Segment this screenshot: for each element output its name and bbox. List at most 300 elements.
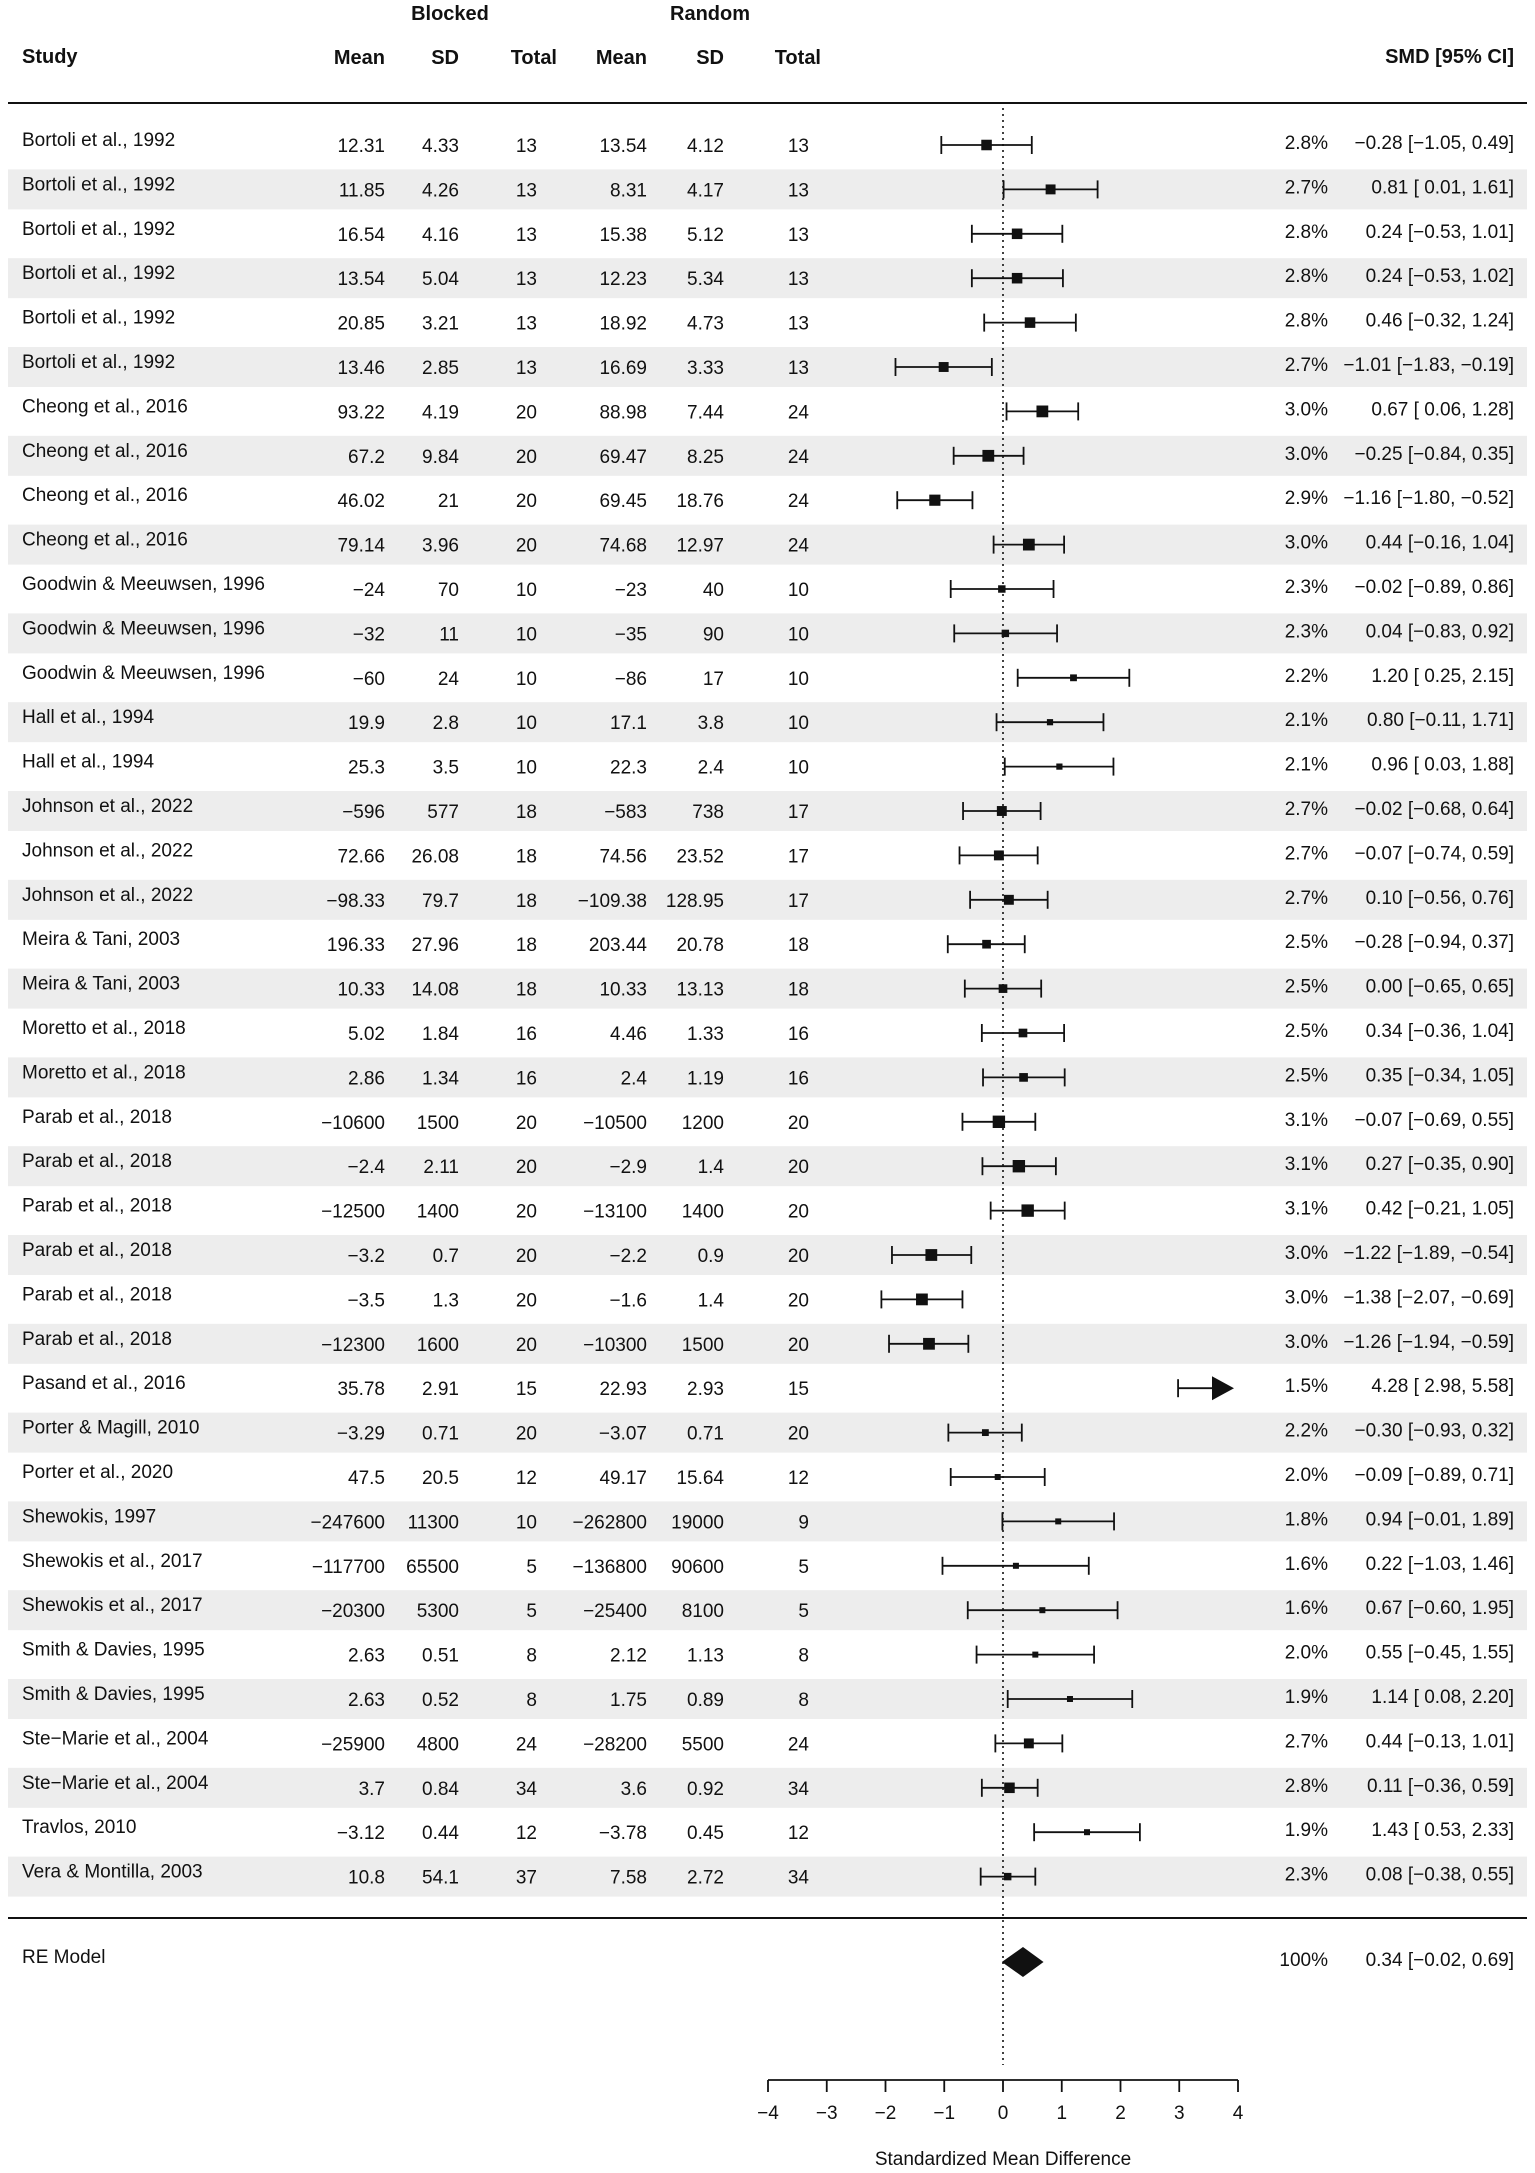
point-estimate [999,984,1008,993]
cell-total-blocked: 20 [515,1290,537,1312]
cell-sd-blocked: 1600 [416,1334,459,1356]
study-label: Cheong et al., 2016 [22,440,188,462]
cell-sd-blocked: 65500 [406,1556,459,1578]
cell-sd-random: 5500 [681,1734,724,1756]
point-estimate [994,850,1004,860]
cell-mean-random: −35 [614,624,647,646]
cell-total-blocked: 18 [515,979,537,1001]
cell-total-blocked: 20 [515,446,537,468]
cell-mean-blocked: −25900 [321,1734,385,1756]
point-estimate [1004,1873,1011,1880]
point-estimate [1039,1607,1045,1613]
cell-mean-random: 4.46 [610,1024,647,1045]
cell-mean-blocked: 20.85 [337,313,385,335]
cell-mean-blocked: −3.29 [336,1423,385,1445]
cell-total-blocked: 13 [515,358,537,379]
cell-total-random: 18 [787,935,809,957]
cell-sd-blocked: 11 [439,624,459,646]
column-header-mean-blocked: Mean [333,47,385,69]
ci-label: 0.11 [−0.36, 0.59] [1366,1775,1514,1797]
cell-sd-random: 1.4 [697,1157,724,1179]
weight-label: 2.7% [1284,355,1328,376]
point-estimate [1056,764,1062,770]
cell-mean-blocked: 93.22 [337,402,385,424]
cell-sd-blocked: 0.44 [422,1823,459,1845]
ci-label: 0.94 [−0.01, 1.89] [1365,1509,1514,1531]
weight-label: 2.8% [1284,1775,1328,1797]
weight-label: 2.7% [1284,887,1328,909]
cell-total-random: 13 [787,313,809,335]
cell-mean-random: −2.9 [609,1157,647,1179]
weight-label: 2.1% [1284,710,1328,732]
cell-sd-blocked: 11300 [407,1512,459,1534]
point-estimate [929,495,940,506]
point-estimate [998,585,1005,592]
weight-label: 2.7% [1284,177,1328,199]
ci-label: 0.80 [−0.11, 1.71] [1366,710,1514,732]
study-label: Porter et al., 2020 [22,1462,174,1483]
study-label: Goodwin & Meeuwsen, 1996 [22,618,265,640]
column-header-sd-blocked: SD [431,47,459,69]
weight-label: 2.3% [1284,577,1328,598]
cell-sd-blocked: 0.51 [422,1645,459,1667]
column-header-study: Study [22,46,78,68]
study-label: Parab et al., 2018 [22,1284,172,1306]
point-estimate [1019,1029,1028,1038]
cell-total-blocked: 13 [515,180,537,202]
cell-mean-blocked: −3.12 [336,1823,385,1845]
cell-total-random: 10 [787,580,809,601]
study-label: Parab et al., 2018 [22,1151,172,1173]
cell-sd-random: 5.34 [687,269,724,291]
cell-sd-blocked: 0.7 [432,1246,459,1267]
cell-mean-random: 88.98 [599,402,647,424]
cell-total-random: 10 [787,757,809,779]
study-label: Pasand et al., 2016 [22,1373,186,1395]
cell-sd-random: 8.25 [687,446,724,468]
cell-total-blocked: 8 [526,1645,537,1667]
study-label: Cheong et al., 2016 [22,529,188,551]
ci-label: −0.02 [−0.68, 0.64] [1354,799,1514,820]
cell-total-random: 24 [787,1734,809,1756]
ci-label: −0.30 [−0.93, 0.32] [1354,1420,1514,1442]
point-estimate [1013,1563,1019,1569]
cell-mean-random: 74.56 [599,846,647,868]
point-estimate [1070,674,1077,681]
study-label: Vera & Montilla, 2003 [22,1861,203,1883]
cell-total-random: 16 [787,1024,809,1045]
cell-mean-blocked: 16.54 [337,224,385,246]
cell-mean-random: −13100 [583,1201,647,1223]
cell-sd-blocked: 1400 [416,1201,459,1223]
cell-sd-random: 0.71 [687,1423,724,1445]
cell-sd-random: 8100 [681,1601,724,1623]
cell-mean-blocked: −98.33 [326,890,385,912]
cell-sd-random: 4.12 [687,136,724,157]
cell-total-random: 24 [787,535,809,557]
weight-label: 2.8% [1284,221,1328,243]
ci-label: 0.44 [−0.13, 1.01] [1365,1731,1514,1753]
cell-mean-random: 74.68 [599,535,647,557]
cell-mean-random: 22.93 [599,1379,647,1401]
ci-label: −1.01 [−1.83, −0.19] [1343,355,1514,376]
summary-weight: 100% [1279,1950,1328,1971]
weight-label: 1.9% [1284,1687,1328,1708]
cell-sd-random: 2.4 [697,757,724,779]
cell-mean-blocked: 2.63 [348,1645,385,1667]
ci-label: −0.07 [−0.74, 0.59] [1354,843,1514,865]
cell-sd-blocked: 24 [437,668,459,690]
cell-sd-random: 1.13 [687,1645,724,1667]
study-label: Shewokis et al., 2017 [22,1550,203,1572]
cell-mean-random: 69.45 [599,491,647,513]
cell-mean-blocked: 2.63 [348,1690,385,1711]
axis-tick-label: −2 [874,2103,897,2124]
cell-mean-blocked: 196.33 [326,935,385,957]
cell-total-blocked: 20 [515,1246,537,1267]
weight-label: 3.1% [1284,1198,1328,1220]
x-axis-label: Standardized Mean Difference [874,2149,1132,2170]
cell-sd-random: 0.89 [687,1690,724,1711]
cell-total-blocked: 37 [515,1867,537,1889]
column-header-sd-random: SD [696,47,724,69]
ci-label: 0.34 [−0.36, 1.04] [1365,1021,1514,1042]
ci-label: 0.22 [−1.03, 1.46] [1365,1553,1514,1575]
cell-total-random: 8 [798,1690,809,1711]
cell-total-random: 20 [787,1423,809,1445]
cell-total-random: 13 [787,136,809,157]
summary-label: RE Model [22,1947,106,1968]
column-header-mean-random: Mean [595,47,647,69]
cell-total-random: 17 [787,846,809,868]
cell-mean-random: 12.23 [599,269,647,291]
weight-label: 2.7% [1284,1731,1328,1753]
cell-sd-random: 4.17 [687,180,724,202]
cell-mean-random: −25400 [583,1601,647,1623]
cell-sd-blocked: 4.16 [422,224,459,246]
cell-mean-random: 7.58 [610,1867,647,1889]
study-label: Moretto et al., 2018 [22,1018,186,1039]
cell-total-blocked: 12 [515,1468,537,1489]
cell-sd-blocked: 4.33 [422,136,459,157]
cell-mean-random: −10500 [583,1112,647,1134]
cell-total-random: 5 [798,1601,809,1623]
cell-total-blocked: 13 [515,269,537,291]
cell-total-random: 20 [787,1201,809,1223]
study-label: Goodwin & Meeuwsen, 1996 [22,662,265,684]
cell-total-blocked: 10 [515,580,537,601]
ci-label: 0.24 [−0.53, 1.02] [1365,266,1514,288]
axis-tick-label: −1 [933,2103,956,2124]
cell-sd-random: 40 [702,580,724,601]
ci-label: −1.38 [−2.07, −0.69] [1343,1287,1514,1309]
cell-total-random: 12 [787,1468,809,1489]
cell-mean-random: −28200 [583,1734,647,1756]
ci-label: 1.20 [ 0.25, 2.15] [1371,665,1514,687]
study-label: Goodwin & Meeuwsen, 1996 [22,574,265,595]
cell-total-random: 20 [787,1246,809,1267]
cell-total-random: 9 [798,1512,809,1534]
weight-label: 2.2% [1284,1420,1328,1442]
cell-mean-random: 2.4 [620,1068,647,1090]
point-estimate [1047,719,1053,725]
cell-total-random: 20 [787,1157,809,1179]
point-estimate [981,140,992,151]
point-estimate [1067,1696,1073,1702]
cell-total-random: 20 [787,1334,809,1356]
cell-mean-blocked: 2.86 [348,1068,385,1090]
cell-total-blocked: 16 [515,1068,537,1090]
cell-sd-random: 128.95 [665,890,724,912]
point-estimate [1032,1652,1038,1658]
cell-mean-blocked: −12300 [321,1334,385,1356]
cell-mean-blocked: 10.8 [348,1867,385,1889]
point-estimate [1025,317,1036,328]
cell-mean-blocked: 3.7 [358,1778,385,1800]
cell-total-blocked: 20 [515,1201,537,1223]
cell-sd-blocked: 5.04 [422,269,459,291]
cell-sd-blocked: 1.3 [432,1290,459,1312]
study-label: Ste−Marie et al., 2004 [22,1728,209,1750]
ci-label: 0.81 [ 0.01, 1.61] [1371,177,1514,199]
cell-sd-blocked: 2.91 [422,1379,459,1401]
cell-total-random: 20 [787,1112,809,1134]
cell-sd-blocked: 2.8 [432,713,459,735]
ci-label: 0.00 [−0.65, 0.65] [1365,976,1514,998]
cell-mean-random: 15.38 [599,224,647,246]
point-estimate [939,362,949,372]
ci-label: −0.07 [−0.69, 0.55] [1354,1109,1514,1131]
cell-mean-random: 10.33 [599,979,647,1001]
point-estimate [1019,1073,1028,1082]
cell-sd-blocked: 0.71 [422,1423,459,1445]
cell-sd-random: 17 [702,668,724,690]
cell-mean-blocked: −32 [352,624,385,646]
cell-sd-random: 1.4 [697,1290,724,1312]
cell-mean-random: −262800 [572,1512,647,1534]
ci-label: 0.67 [ 0.06, 1.28] [1371,399,1514,421]
cell-mean-blocked: 11.85 [338,180,385,202]
cell-sd-random: 18.76 [676,491,724,513]
cell-mean-blocked: 13.46 [337,358,385,379]
axis-tick-label: 0 [997,2103,1009,2124]
study-label: Shewokis et al., 2017 [22,1595,203,1617]
cell-sd-blocked: 4.19 [422,402,459,424]
cell-mean-blocked: 35.78 [337,1379,385,1401]
cell-total-random: 10 [787,624,809,646]
study-label: Hall et al., 1994 [22,751,155,773]
ci-label: −0.28 [−1.05, 0.49] [1354,133,1514,154]
cell-sd-random: 23.52 [676,846,724,868]
cell-sd-blocked: 577 [427,802,459,823]
weight-label: 2.8% [1284,266,1328,288]
study-label: Johnson et al., 2022 [22,884,194,906]
cell-sd-blocked: 1.84 [422,1024,459,1045]
cell-mean-blocked: 67.2 [348,446,385,468]
study-label: Johnson et al., 2022 [22,840,194,862]
cell-mean-blocked: −3.5 [347,1290,385,1312]
cell-total-blocked: 18 [515,935,537,957]
cell-mean-blocked: −12500 [321,1201,385,1223]
cell-sd-random: 1.33 [687,1024,724,1045]
cell-total-blocked: 10 [515,713,537,735]
summary-ci-label: 0.34 [−0.02, 0.69] [1365,1950,1514,1971]
cell-total-blocked: 13 [515,313,537,335]
cell-mean-blocked: −2.4 [347,1157,385,1179]
cell-total-random: 16 [787,1068,809,1090]
axis-tick-label: 3 [1173,2103,1185,2124]
cell-sd-random: 0.45 [687,1823,724,1845]
study-label: Smith & Davies, 1995 [22,1684,205,1705]
cell-mean-blocked: −117700 [311,1556,385,1578]
cell-mean-blocked: 25.3 [348,757,385,779]
ci-label: −1.16 [−1.80, −0.52] [1343,488,1514,510]
axis-tick-label: 4 [1232,2103,1244,2124]
point-estimate [1036,406,1048,418]
cell-mean-blocked: −247600 [310,1512,385,1534]
cell-sd-random: 0.9 [697,1246,724,1267]
study-label: Bortoli et al., 1992 [22,352,176,373]
cell-total-random: 5 [798,1556,809,1578]
axis-tick-label: 1 [1056,2103,1068,2124]
weight-label: 2.8% [1284,133,1328,154]
weight-label: 2.7% [1284,799,1328,820]
axis-tick-label: −3 [815,2103,838,2124]
cell-mean-blocked: −20300 [321,1601,385,1623]
study-label: Bortoli et al., 1992 [22,218,176,240]
point-estimate [982,940,991,949]
cell-sd-blocked: 4800 [416,1734,459,1756]
axis-tick-label: 2 [1115,2103,1126,2124]
weight-label: 2.9% [1284,488,1328,510]
cell-total-blocked: 20 [515,535,537,557]
point-estimate [1012,229,1023,240]
cell-mean-blocked: 79.14 [337,535,385,557]
cell-mean-random: 8.31 [610,180,647,202]
cell-total-blocked: 12 [515,1823,537,1845]
cell-sd-blocked: 26.08 [411,846,459,868]
point-estimate [1024,1738,1034,1748]
weight-label: 3.0% [1284,532,1328,554]
study-label: Travlos, 2010 [22,1817,137,1839]
weight-label: 2.5% [1284,1021,1328,1042]
cell-sd-random: 19000 [671,1512,724,1534]
cell-sd-random: 20.78 [676,935,724,957]
weight-label: 3.0% [1284,1287,1328,1309]
cell-mean-blocked: 13.54 [337,269,385,291]
cell-total-blocked: 15 [515,1379,537,1401]
ci-label: 4.28 [ 2.98, 5.58] [1371,1376,1514,1398]
cell-mean-random: −1.6 [609,1290,647,1312]
weight-label: 1.6% [1284,1598,1328,1620]
cell-total-random: 24 [787,402,809,424]
cell-mean-random: −3.78 [598,1823,647,1845]
cell-sd-blocked: 1500 [416,1112,459,1134]
column-header-total-blocked: Total [510,47,557,69]
cell-sd-blocked: 27.96 [411,935,459,957]
ci-label: −1.26 [−1.94, −0.59] [1343,1331,1514,1353]
study-label: Ste−Marie et al., 2004 [22,1772,209,1794]
point-estimate [995,1474,1001,1480]
study-label: Smith & Davies, 1995 [22,1639,205,1661]
cell-mean-blocked: −60 [352,668,385,690]
ci-label: −0.09 [−0.89, 0.71] [1354,1465,1514,1486]
cell-mean-blocked: 10.33 [337,979,385,1001]
point-estimate [1084,1829,1090,1835]
point-estimate [1021,1204,1033,1216]
ci-label: −0.25 [−0.84, 0.35] [1354,443,1514,465]
weight-label: 2.3% [1284,1864,1328,1886]
cell-total-blocked: 16 [515,1024,537,1045]
cell-mean-random: 1.75 [610,1690,647,1711]
cell-total-random: 8 [798,1645,809,1667]
cell-total-random: 17 [787,890,809,912]
cell-total-random: 13 [787,269,809,291]
cell-mean-blocked: −596 [342,802,385,823]
cell-total-blocked: 20 [515,1112,537,1134]
weight-label: 3.0% [1284,1243,1328,1264]
ci-label: 0.24 [−0.53, 1.01] [1365,221,1514,243]
cell-sd-blocked: 3.96 [422,535,459,557]
cell-mean-random: −23 [614,580,647,601]
cell-sd-blocked: 0.52 [422,1690,459,1711]
weight-label: 2.2% [1284,665,1328,687]
cell-sd-blocked: 5300 [416,1601,459,1623]
cell-mean-random: 18.92 [599,313,647,335]
axis-tick-label: −4 [757,2103,779,2124]
cell-sd-random: 4.73 [687,313,724,335]
cell-sd-random: 3.8 [697,713,724,735]
cell-total-blocked: 5 [526,1601,537,1623]
cell-total-blocked: 20 [515,402,537,424]
point-estimate [1002,630,1009,637]
column-header-smd: SMD [95% CI] [1385,46,1514,68]
cell-total-random: 18 [787,979,809,1001]
study-label: Bortoli et al., 1992 [22,307,176,329]
study-label: Cheong et al., 2016 [22,396,188,418]
cell-mean-random: 2.12 [610,1645,647,1667]
cell-total-blocked: 18 [515,846,537,868]
cell-mean-random: 69.47 [599,446,647,468]
point-estimate [982,450,994,462]
cell-total-random: 20 [787,1290,809,1312]
point-estimate [1046,184,1056,194]
study-label: Bortoli et al., 1992 [22,130,176,151]
cell-total-blocked: 34 [515,1778,537,1800]
cell-sd-blocked: 3.5 [432,757,459,779]
cell-sd-blocked: 0.84 [422,1778,459,1800]
cell-mean-random: −136800 [572,1556,647,1578]
cell-mean-random: −2.2 [609,1246,647,1267]
cell-total-random: 34 [787,1778,809,1800]
weight-label: 1.9% [1284,1820,1328,1842]
cell-total-random: 17 [787,802,809,823]
cell-sd-blocked: 2.11 [423,1157,459,1179]
ci-label: 0.46 [−0.32, 1.24] [1365,310,1514,332]
cell-sd-blocked: 3.21 [422,313,459,335]
cell-total-random: 10 [787,668,809,690]
study-label: Shewokis, 1997 [22,1506,157,1528]
ci-label: 0.67 [−0.60, 1.95] [1365,1598,1514,1620]
point-estimate [1055,1518,1061,1524]
cell-mean-blocked: 72.66 [337,846,385,868]
weight-label: 2.5% [1284,1065,1328,1087]
cell-sd-random: 5.12 [687,224,724,246]
study-label: Hall et al., 1994 [22,707,155,729]
weight-label: 1.6% [1284,1553,1328,1575]
weight-label: 2.7% [1284,843,1328,865]
ci-label: 0.96 [ 0.03, 1.88] [1371,754,1514,776]
